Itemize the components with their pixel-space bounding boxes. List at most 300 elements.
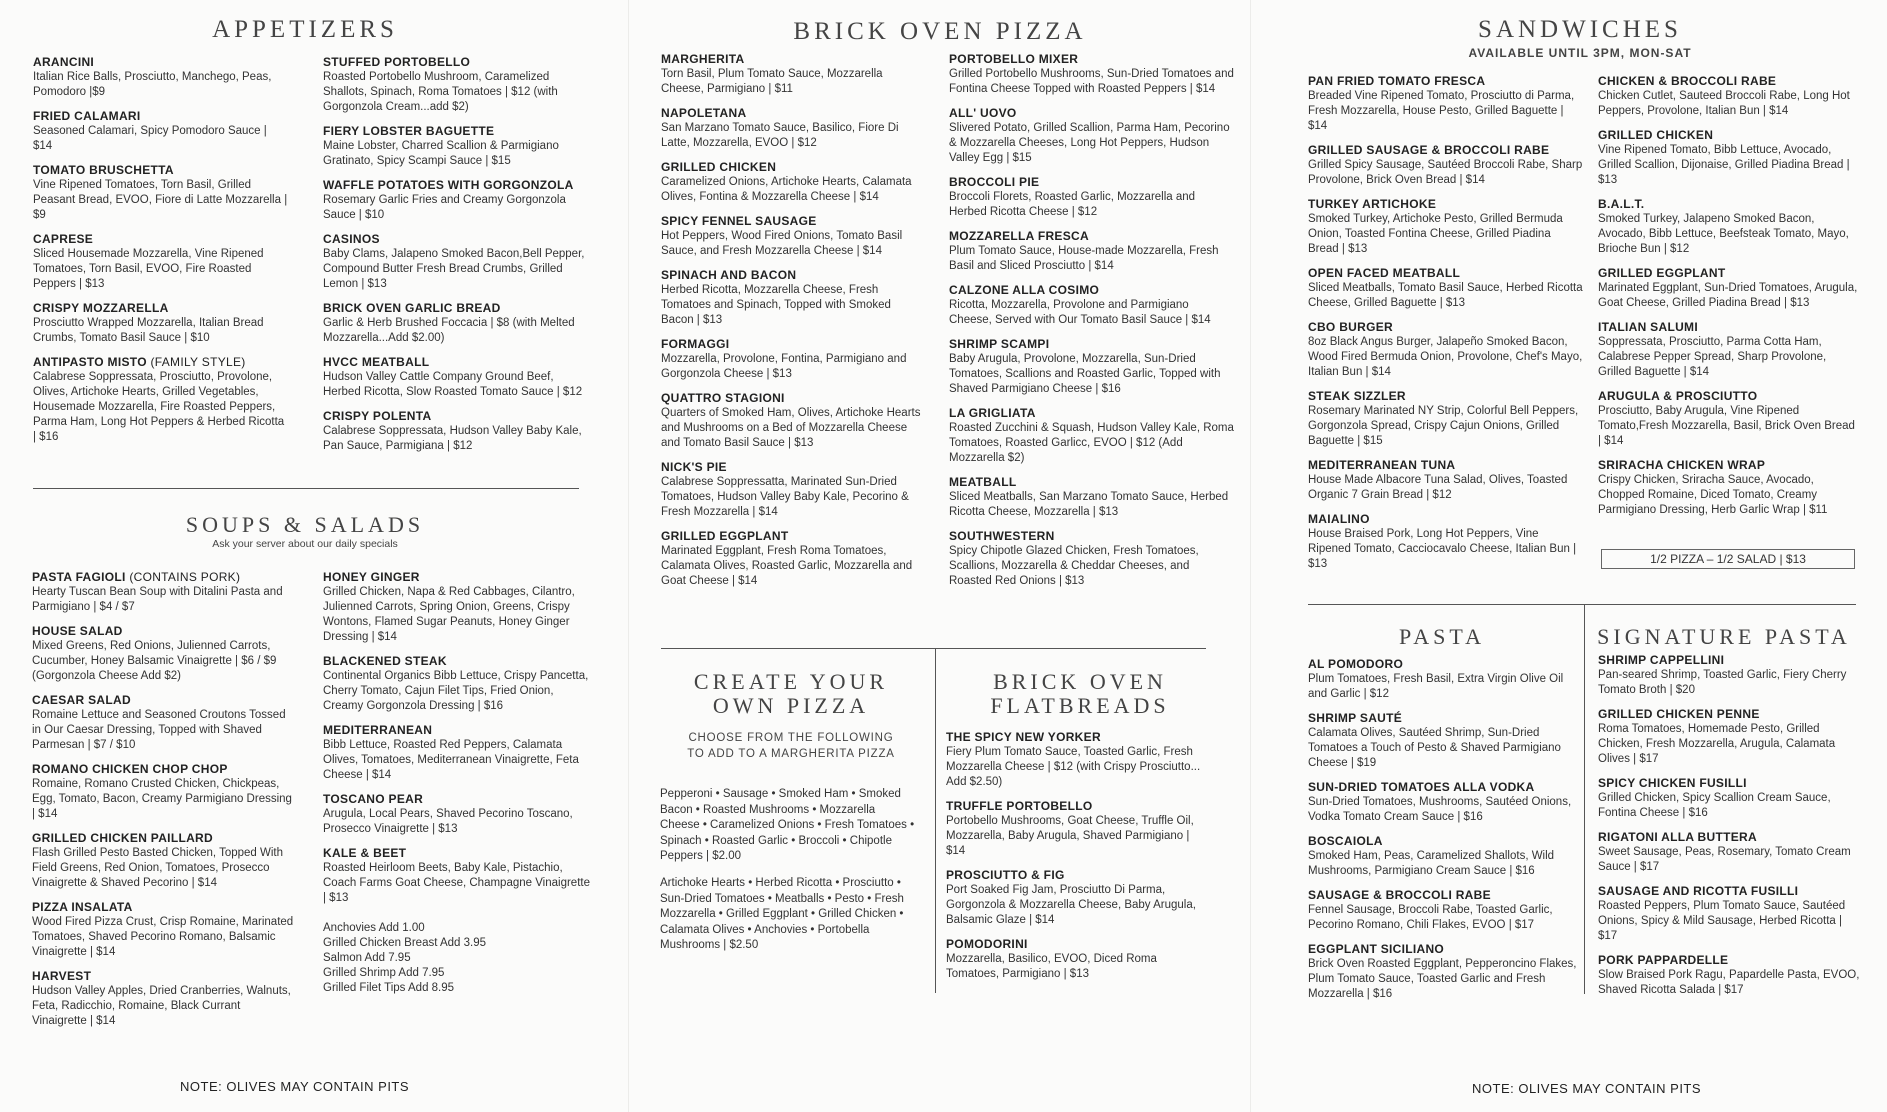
menu-item-name bbox=[323, 232, 591, 247]
menu-item-name bbox=[1598, 707, 1860, 722]
menu-item bbox=[33, 55, 288, 100]
menu-item-name-text: SRIRACHA CHICKEN WRAP bbox=[1598, 458, 1766, 472]
menu-item-name bbox=[1598, 266, 1858, 281]
menu-item-name-text: BRICK OVEN GARLIC BREAD bbox=[323, 301, 501, 315]
menu-item bbox=[33, 163, 288, 223]
menu-item-name-text: SUN-DRIED TOMATOES ALLA VODKA bbox=[1308, 780, 1535, 794]
menu-item-name bbox=[33, 232, 288, 247]
menu-item-description: Spicy Chipotle Glazed Chicken, Fresh Tomatoes, Scallions, Mozzarella & Cheddar Cheeses, and Roasted Red Onions | $13 bbox=[949, 545, 1199, 587]
menu-item-name-text: ARUGULA & PROSCIUTTO bbox=[1598, 389, 1758, 403]
menu-item-name-text: THE SPICY NEW YORKER bbox=[946, 730, 1101, 744]
menu-item-name bbox=[323, 55, 591, 70]
menu-item-name-text: SHRIMP CAPPELLINI bbox=[1598, 653, 1725, 667]
menu-item bbox=[1598, 266, 1858, 311]
panel-fold-left bbox=[628, 0, 629, 1112]
menu-item-description: Rosemary Garlic Fries and Creamy Gorgonzola Sauce | $10 bbox=[323, 194, 566, 221]
menu-item-name-text: AL POMODORO bbox=[1308, 657, 1404, 671]
menu-item bbox=[1598, 653, 1860, 698]
menu-item-name-text: POMODORINI bbox=[946, 937, 1028, 951]
menu-item bbox=[32, 762, 297, 822]
menu-item-name-text: GRILLED CHICKEN bbox=[661, 160, 777, 174]
half-pizza-half-salad-box: 1/2 PIZZA – 1/2 SALAD | $13 bbox=[1601, 549, 1855, 569]
menu-item-name-text: PORTOBELLO MIXER bbox=[949, 52, 1079, 66]
menu-item-description: Sliced Meatballs, Tomato Basil Sauce, Herbed Ricotta Cheese, Grilled Baguette | $13 bbox=[1308, 282, 1583, 309]
create-pizza-subtitle-line1: CHOOSE FROM THE FOLLOWING bbox=[688, 732, 894, 744]
menu-item-name-text: TOMATO BRUSCHETTA bbox=[33, 163, 174, 177]
menu-item bbox=[1308, 320, 1584, 380]
menu-item-name bbox=[323, 178, 591, 193]
menu-item-name-text: BOSCAIOLA bbox=[1308, 834, 1383, 848]
menu-item-name-text: ITALIAN SALUMI bbox=[1598, 320, 1698, 334]
menu-item-description: Baby Clams, Jalapeno Smoked Bacon,Bell Pepper, Compound Butter Fresh Bread Crumbs, Grilled Lemon | $13 bbox=[323, 248, 585, 290]
menu-item-name bbox=[661, 529, 926, 544]
menu-item-name bbox=[33, 109, 288, 124]
menu-item bbox=[323, 570, 591, 645]
menu-item-name bbox=[946, 868, 1206, 883]
menu-item-description: Slow Braised Pork Ragu, Papardelle Pasta, EVOO, Shaved Ricotta Salada | $17 bbox=[1598, 969, 1860, 996]
menu-item bbox=[949, 52, 1234, 97]
menu-item bbox=[33, 109, 288, 154]
menu-item-name bbox=[33, 355, 288, 370]
menu-item-description: Grilled Spicy Sausage, Sautéed Broccoli Rabe, Sharp Provolone, Brick Oven Bread | $14 bbox=[1308, 159, 1583, 186]
menu-item-name bbox=[946, 937, 1206, 952]
menu-item-description: 8oz Black Angus Burger, Jalapeño Smoked Bacon, Wood Fired Bermuda Onion, Provolone, Chef's Mayo, Italian Bun | $14 bbox=[1308, 336, 1583, 378]
menu-item-name-text: EGGPLANT SICILIANO bbox=[1308, 942, 1445, 956]
menu-item-name bbox=[1308, 458, 1584, 473]
menu-item-name-text: MEATBALL bbox=[949, 475, 1017, 489]
menu-item-name-text: GRILLED EGGPLANT bbox=[661, 529, 789, 543]
menu-item-name bbox=[1308, 711, 1578, 726]
menu-item-description: Italian Rice Balls, Prosciutto, Manchego, Peas, Pomodoro |$9 bbox=[33, 71, 272, 98]
menu-item-name-text: ARANCINI bbox=[33, 55, 95, 69]
menu-item-name-text: CAPRESE bbox=[33, 232, 94, 246]
menu-item-description: Fiery Plum Tomato Sauce, Toasted Garlic, Fresh Mozzarella Cheese | $12 (with Crispy Prosciutto... Add $2.50) bbox=[946, 746, 1201, 788]
menu-item-name bbox=[1598, 389, 1858, 404]
menu-item-name-text: MARGHERITA bbox=[661, 52, 745, 66]
menu-item-description: Flash Grilled Pesto Basted Chicken, Topped With Field Greens, Red Onion, Tomatoes, Prosecco Vinaigrette & Shaved Pecorino | $14 bbox=[32, 847, 283, 889]
menu-item bbox=[1308, 834, 1578, 879]
menu-item-name-text: MEDITERRANEAN bbox=[323, 723, 433, 737]
menu-item bbox=[949, 337, 1234, 397]
menu-item bbox=[1598, 389, 1858, 449]
menu-item-name bbox=[1598, 653, 1860, 668]
menu-item bbox=[661, 106, 926, 151]
menu-item-name bbox=[949, 475, 1234, 490]
menu-item-name-text: HONEY GINGER bbox=[323, 570, 420, 584]
menu-item-description: Calabrese Soppressata, Prosciutto, Provolone, Olives, Artichoke Hearts, Grilled Vegetables, Housemade Mozzarella, Fire Roasted Peppers, Parma Ham, Long Hot Peppers & Herbed Ricotta | $16 bbox=[33, 371, 285, 443]
menu-item-description: Baby Arugula, Provolone, Mozzarella, Sun-Dried Tomatoes, Scallions and Roasted Garlic, Topped with Shaved Parmigiano Cheese | $16 bbox=[949, 353, 1221, 395]
menu-item-name-text: HARVEST bbox=[32, 969, 92, 983]
menu-item-name bbox=[946, 799, 1206, 814]
menu-item-description: Prosciutto, Baby Arugula, Vine Ripened Tomato,Fresh Mozzarella, Basil, Brick Oven Bread | $14 bbox=[1598, 405, 1855, 447]
menu-item-name-text: MEDITERRANEAN TUNA bbox=[1308, 458, 1456, 472]
menu-item-name bbox=[661, 460, 926, 475]
menu-item-name bbox=[661, 268, 926, 283]
menu-item-name-text: GRILLED EGGPLANT bbox=[1598, 266, 1726, 280]
menu-item-name-text: SOUTHWESTERN bbox=[949, 529, 1055, 543]
create-pizza-title-line1: CREATE YOUR bbox=[693, 669, 889, 694]
menu-item bbox=[1308, 780, 1578, 825]
pizza-right-list bbox=[949, 52, 1234, 598]
menu-item bbox=[946, 868, 1206, 928]
menu-item-name-text: PASTA FAGIOLI bbox=[32, 570, 126, 584]
menu-item-description: House Made Albacore Tuna Salad, Olives, Toasted Organic 7 Grain Bread | $12 bbox=[1308, 474, 1568, 501]
pizza-title: BRICK OVEN PIZZA bbox=[793, 18, 1087, 45]
menu-item-description: Mozzarella, Basilico, EVOO, Diced Roma Tomatoes, Parmigiano | $13 bbox=[946, 953, 1157, 980]
menu-item-name-text: CBO BURGER bbox=[1308, 320, 1394, 334]
sandwiches-right-list bbox=[1598, 74, 1858, 527]
flatbreads-list bbox=[946, 730, 1206, 991]
menu-item-description: Hearty Tuscan Bean Soup with Ditalini Pasta and Parmigiano | $4 / $7 bbox=[32, 586, 283, 613]
menu-item-name-text: FRIED CALAMARI bbox=[33, 109, 141, 123]
menu-item bbox=[949, 106, 1234, 166]
menu-item-description: Quarters of Smoked Ham, Olives, Artichoke Hearts and Mushrooms on a Bed of Mozzarella Cheese and Tomato Basil Sauce | $13 bbox=[661, 407, 921, 449]
menu-item-name bbox=[1308, 657, 1578, 672]
flatbreads-title bbox=[950, 670, 1210, 718]
menu-item-name-text: WAFFLE POTATOES WITH GORGONZOLA bbox=[323, 178, 574, 192]
menu-item-description: Sliced Meatballs, San Marzano Tomato Sauce, Herbed Ricotta Cheese, Mozzarella | $13 bbox=[949, 491, 1229, 518]
menu-item-name bbox=[949, 229, 1234, 244]
menu-item-name-text: GRILLED CHICKEN PAILLARD bbox=[32, 831, 213, 845]
menu-item-name-text: PORK PAPPARDELLE bbox=[1598, 953, 1729, 967]
menu-item bbox=[1598, 458, 1858, 518]
menu-item bbox=[1308, 458, 1584, 503]
menu-item-description: Romaine Lettuce and Seasoned Croutons Tossed in Our Caesar Dressing, Topped with Shaved Parmesan | $7 / $10 bbox=[32, 709, 286, 751]
menu-item-name bbox=[661, 214, 926, 229]
footer-note-left: NOTE: OLIVES MAY CONTAIN PITS bbox=[180, 1079, 410, 1094]
create-pizza-subtitle bbox=[661, 730, 921, 762]
menu-item-description: Marinated Eggplant, Sun-Dried Tomatoes, Arugula, Goat Cheese, Grilled Piadina Bread | $13 bbox=[1598, 282, 1858, 309]
menu-item-description: Marinated Eggplant, Fresh Roma Tomatoes, Calamata Olives, Roasted Garlic, Mozzarella and Goat Cheese | $14 bbox=[661, 545, 913, 587]
menu-item bbox=[1308, 711, 1578, 771]
menu-item bbox=[32, 969, 297, 1029]
menu-item bbox=[949, 406, 1234, 466]
menu-item-description: Herbed Ricotta, Mozzarella Cheese, Fresh Tomatoes and Spinach, Topped with Smoked Bacon | $13 bbox=[661, 284, 891, 326]
menu-item-description: Rosemary Marinated NY Strip, Colorful Bell Peppers, Gorgonzola Spread, Crispy Cajun Onions, Grilled Baguette | $15 bbox=[1308, 405, 1579, 447]
menu-item-name bbox=[323, 654, 591, 669]
menu-item-note: (FAMILY STYLE) bbox=[146, 355, 246, 369]
menu-item bbox=[1598, 128, 1858, 188]
menu-item bbox=[323, 355, 591, 400]
menu-item-name bbox=[32, 570, 297, 585]
menu-item-description: Grilled Portobello Mushrooms, Sun-Dried Tomatoes and Fontina Cheese Topped with Roasted Peppers | $14 bbox=[949, 68, 1234, 95]
menu-item bbox=[1598, 707, 1860, 767]
menu-item-name-text: NICK'S PIE bbox=[661, 460, 727, 474]
menu-item-name-text: PAN FRIED TOMATO FRESCA bbox=[1308, 74, 1486, 88]
menu-item-name bbox=[661, 52, 926, 67]
menu-item-name-text: SPICY CHICKEN FUSILLI bbox=[1598, 776, 1747, 790]
menu-item-description: San Marzano Tomato Sauce, Basilico, Fiore Di Latte, Mozzarella, EVOO | $12 bbox=[661, 122, 899, 149]
menu-item bbox=[1598, 197, 1858, 257]
menu-item-name bbox=[1308, 320, 1584, 335]
menu-item-name bbox=[949, 406, 1234, 421]
menu-item bbox=[661, 268, 926, 328]
menu-item-name-text: TRUFFLE PORTOBELLO bbox=[946, 799, 1093, 813]
menu-item-description: Maine Lobster, Charred Scallion & Parmigiano Gratinato, Spicy Scampi Sauce | $15 bbox=[323, 140, 559, 167]
pasta-list bbox=[1308, 657, 1578, 1011]
menu-item-description: House Braised Pork, Long Hot Peppers, Vine Ripened Tomato, Cacciocavalo Cheese, Italian Bun | $13 bbox=[1308, 528, 1577, 570]
menu-item-description: Roasted Peppers, Plum Tomato Sauce, Sautéed Onions, Spicy & Mild Sausage, Herbed Ricotta | $17 bbox=[1598, 900, 1846, 942]
menu-item-name bbox=[949, 52, 1234, 67]
menu-item bbox=[1308, 266, 1584, 311]
menu-item-description: Grilled Chicken, Spicy Scallion Cream Sauce, Fontina Cheese | $16 bbox=[1598, 792, 1831, 819]
menu-item-name bbox=[949, 337, 1234, 352]
menu-item bbox=[1308, 888, 1578, 933]
menu-item-name-text: CALZONE ALLA COSIMO bbox=[949, 283, 1100, 297]
menu-item-description: Roasted Zucchini & Squash, Hudson Valley Kale, Roma Tomatoes, Roasted Garlicc, EVOO | $12 (Add Mozzarella $2) bbox=[949, 422, 1234, 464]
menu-item bbox=[323, 55, 591, 115]
menu-item bbox=[32, 624, 297, 684]
menu-item-name bbox=[1308, 143, 1584, 158]
menu-item-description: Torn Basil, Plum Tomato Sauce, Mozzarella Cheese, Parmigiano | $11 bbox=[661, 68, 883, 95]
menu-item bbox=[949, 475, 1234, 520]
menu-item bbox=[1598, 776, 1860, 821]
pasta-title: PASTA bbox=[1399, 624, 1485, 649]
menu-item-name-text: CAESAR SALAD bbox=[32, 693, 131, 707]
menu-item-name-text: SAUSAGE AND RICOTTA FUSILLI bbox=[1598, 884, 1799, 898]
menu-item-name-text: SHRIMP SAUTÉ bbox=[1308, 711, 1403, 725]
menu-item-name bbox=[1308, 266, 1584, 281]
menu-item-name bbox=[1308, 780, 1578, 795]
menu-item bbox=[1598, 320, 1858, 380]
menu-item-name bbox=[33, 55, 288, 70]
menu-item-name bbox=[1598, 458, 1858, 473]
menu-item-description: Sweet Sausage, Peas, Rosemary, Tomato Cream Sauce | $17 bbox=[1598, 846, 1851, 873]
menu-item-name-text: SPINACH AND BACON bbox=[661, 268, 797, 282]
menu-item-name bbox=[33, 163, 288, 178]
menu-item-name bbox=[32, 762, 297, 777]
menu-item-name bbox=[949, 175, 1234, 190]
menu-item-name bbox=[1598, 128, 1858, 143]
salad-addon: Grilled Shrimp Add 7.95 bbox=[323, 967, 445, 979]
menu-item bbox=[1598, 884, 1860, 944]
pizza-divider bbox=[661, 648, 1206, 649]
menu-item-name-text: BLACKENED STEAK bbox=[323, 654, 447, 668]
appetizers-right-list bbox=[323, 55, 591, 463]
menu-item-name-text: OPEN FACED MEATBALL bbox=[1308, 266, 1461, 280]
menu-item-description: Sliced Housemade Mozzarella, Vine Ripened Tomatoes, Torn Basil, EVOO, Fire Roasted Peppers | $13 bbox=[33, 248, 264, 290]
soups-title: SOUPS & SALADS bbox=[185, 512, 425, 537]
menu-item-description: Chicken Cutlet, Sauteed Broccoli Rabe, Long Hot Peppers, Provolone, Italian Bun | $14 bbox=[1598, 90, 1850, 117]
menu-item bbox=[32, 693, 297, 753]
menu-item-name-text: CRISPY MOZZARELLA bbox=[33, 301, 169, 315]
menu-item bbox=[946, 937, 1206, 982]
menu-item-name-text: MAIALINO bbox=[1308, 512, 1370, 526]
menu-item-description: Vine Ripened Tomato, Bibb Lettuce, Avocado, Grilled Scallion, Dijonaise, Grilled Piadina Bread | $13 bbox=[1598, 144, 1850, 186]
menu-item bbox=[1308, 657, 1578, 702]
menu-item-name bbox=[323, 846, 591, 861]
menu-item-name bbox=[32, 624, 297, 639]
menu-item-name-text: B.A.L.T. bbox=[1598, 197, 1645, 211]
menu-item-description: Smoked Turkey, Artichoke Pesto, Grilled Bermuda Onion, Toasted Fontina Cheese, Grilled Piadina Bread | $13 bbox=[1308, 213, 1563, 255]
menu-item-name bbox=[32, 969, 297, 984]
menu-item-name bbox=[1598, 830, 1860, 845]
pasta-divider bbox=[1584, 604, 1585, 994]
menu-item-name bbox=[323, 792, 591, 807]
menu-item-name bbox=[949, 106, 1234, 121]
menu-item-name-text: QUATTRO STAGIONI bbox=[661, 391, 785, 405]
menu-item-name-text: GRILLED CHICKEN bbox=[1598, 128, 1714, 142]
menu-item-description: Brick Oven Roasted Eggplant, Pepperoncino Flakes, Plum Tomato Sauce, Toasted Garlic and Fresh Mozzarella | $16 bbox=[1308, 958, 1577, 1000]
soups-left-list bbox=[32, 570, 297, 1038]
salad-addons-list bbox=[323, 921, 591, 996]
menu-item bbox=[1308, 512, 1584, 572]
menu-item-description: Pan-seared Shrimp, Toasted Garlic, Fiery Cherry Tomato Broth | $20 bbox=[1598, 669, 1847, 696]
menu-item-name bbox=[1598, 320, 1858, 335]
create-pizza-title-line2: OWN PIZZA bbox=[712, 693, 870, 718]
menu-item bbox=[661, 391, 926, 451]
salad-addon: Grilled Chicken Breast Add 3.95 bbox=[323, 937, 487, 949]
menu-item-name bbox=[323, 409, 591, 424]
menu-item bbox=[946, 730, 1206, 790]
menu-item-name-text: SHRIMP SCAMPI bbox=[949, 337, 1050, 351]
signature-pasta-list bbox=[1598, 653, 1860, 1007]
menu-item-name bbox=[1598, 884, 1860, 899]
menu-item-name-text: RIGATONI ALLA BUTTERA bbox=[1598, 830, 1757, 844]
menu-item bbox=[323, 232, 591, 292]
menu-item-name bbox=[661, 160, 926, 175]
menu-item-description: Fennel Sausage, Broccoli Rabe, Toasted Garlic, Pecorino Romano, Chili Flakes, EVOO | $17 bbox=[1308, 904, 1553, 931]
menu-item-name bbox=[323, 301, 591, 316]
menu-item-name bbox=[1308, 512, 1584, 527]
menu-item-name-text: CRISPY POLENTA bbox=[323, 409, 432, 423]
menu-item-name bbox=[1308, 74, 1584, 89]
menu-item-name bbox=[1308, 389, 1584, 404]
menu-item bbox=[323, 178, 591, 223]
menu-item-description: Arugula, Local Pears, Shaved Pecorino Toscano, Prosecco Vinaigrette | $13 bbox=[323, 808, 573, 835]
menu-item-name-text: GRILLED SAUSAGE & BROCCOLI RABE bbox=[1308, 143, 1550, 157]
menu-item-name-text: PIZZA INSALATA bbox=[32, 900, 133, 914]
menu-item-description: Garlic & Herb Brushed Foccacia | $8 (with Melted Mozzarella...Add $2.00) bbox=[323, 317, 575, 344]
menu-item-description: Calabrese Soppressata, Hudson Valley Baby Kale, Pan Sauce, Parmigiana | $12 bbox=[323, 425, 582, 452]
menu-item-description: Mixed Greens, Red Onions, Julienned Carrots, Cucumber, Honey Balsamic Vinaigrette | $6 / $9 (Gorgonzola Cheese Add $2) bbox=[32, 640, 277, 682]
menu-item bbox=[323, 723, 591, 783]
menu-item bbox=[1308, 197, 1584, 257]
menu-item-description: Ricotta, Mozzarella, Provolone and Parmigiano Cheese, Served with Our Tomato Basil Sauce | $14 bbox=[949, 299, 1211, 326]
menu-item-description: Seasoned Calamari, Spicy Pomodoro Sauce | $14 bbox=[33, 125, 267, 152]
menu-item-name bbox=[661, 391, 926, 406]
menu-item-name-text: STUFFED PORTOBELLO bbox=[323, 55, 471, 69]
menu-item-name bbox=[1308, 888, 1578, 903]
menu-item-description: Roma Tomatoes, Homemade Pesto, Grilled Chicken, Fresh Mozzarella, Arugula, Calamata Olives | $17 bbox=[1598, 723, 1836, 765]
menu-item bbox=[323, 846, 591, 906]
menu-item-description: Prosciutto Wrapped Mozzarella, Italian Bread Crumbs, Tomato Basil Sauce | $10 bbox=[33, 317, 264, 344]
menu-item-description: Crispy Chicken, Sriracha Sauce, Avocado, Chopped Romaine, Diced Tomato, Creamy Parmigiano Dressing, Herb Garlic Wrap | $11 bbox=[1598, 474, 1828, 516]
menu-item-name bbox=[1308, 197, 1584, 212]
menu-item-description: Slivered Potato, Grilled Scallion, Parma Ham, Pecorino & Mozzarella Cheeses, Long Hot Peppers, Hudson Valley Egg | $15 bbox=[949, 122, 1230, 164]
create-pizza-title bbox=[661, 670, 921, 718]
menu-item-name-text: FIERY LOBSTER BAGUETTE bbox=[323, 124, 495, 138]
menu-item-name-text: STEAK SIZZLER bbox=[1308, 389, 1406, 403]
menu-item-name bbox=[1598, 776, 1860, 791]
menu-item-description: Plum Tomato Sauce, House-made Mozzarella, Fresh Basil and Sliced Prosciutto | $14 bbox=[949, 245, 1219, 272]
menu-item-name-text: ALL' UOVO bbox=[949, 106, 1017, 120]
menu-item bbox=[949, 229, 1234, 274]
menu-item bbox=[661, 214, 926, 259]
menu-item-name bbox=[323, 355, 591, 370]
menu-item bbox=[1308, 143, 1584, 188]
menu-item bbox=[1598, 74, 1858, 119]
menu-item-name bbox=[32, 693, 297, 708]
menu-item-name-text: NAPOLETANA bbox=[661, 106, 747, 120]
menu-item-description: Calabrese Soppressatta, Marinated Sun-Dried Tomatoes, Hudson Valley Baby Kale, Pecorino & Fresh Mozzarella | $14 bbox=[661, 476, 909, 518]
menu-item bbox=[33, 301, 288, 346]
menu-item bbox=[661, 529, 926, 589]
menu-item-name-text: SAUSAGE & BROCCOLI RABE bbox=[1308, 888, 1491, 902]
pizza-left-list bbox=[661, 52, 926, 598]
menu-item-name bbox=[33, 301, 288, 316]
menu-item bbox=[1598, 953, 1860, 998]
menu-item-description: Smoked Ham, Peas, Caramelized Shallots, Wild Mushrooms, Parmigiano Cream Sauce | $16 bbox=[1308, 850, 1555, 877]
menu-item bbox=[323, 654, 591, 714]
menu-item-name bbox=[661, 106, 926, 121]
menu-item bbox=[32, 570, 297, 615]
menu-item-name-text: CHICKEN & BROCCOLI RABE bbox=[1598, 74, 1777, 88]
menu-item-description: Port Soaked Fig Jam, Prosciutto Di Parma, Gorgonzola & Mozzarella Cheese, Baby Arugula, Balsamic Glaze | $14 bbox=[946, 884, 1196, 926]
menu-item-name bbox=[323, 570, 591, 585]
menu-item-description: Roasted Portobello Mushroom, Caramelized Shallots, Spinach, Roma Tomatoes | $12 (with Gorgonzola Cream...add $2) bbox=[323, 71, 558, 113]
menu-item-description: Roasted Heirloom Beets, Baby Kale, Pistachio, Coach Farms Goat Cheese, Champagne Vinaigrette | $13 bbox=[323, 862, 590, 904]
menu-item bbox=[661, 460, 926, 520]
soups-subtitle: Ask your server about our daily specials bbox=[212, 538, 398, 550]
sandwiches-left-list bbox=[1308, 74, 1584, 581]
menu-item bbox=[33, 232, 288, 292]
menu-item-name-text: LA GRIGLIATA bbox=[949, 406, 1036, 420]
menu-item-name bbox=[1308, 942, 1578, 957]
menu-item-name bbox=[323, 723, 591, 738]
footer-note-right: NOTE: OLIVES MAY CONTAIN PITS bbox=[1472, 1081, 1702, 1096]
menu-item-description: Portobello Mushrooms, Goat Cheese, Truffle Oil, Mozzarella, Baby Arugula, Shaved Parmigiano | $14 bbox=[946, 815, 1194, 857]
menu-item-description: Breaded Vine Ripened Tomato, Prosciutto di Parma, Fresh Mozzarella, House Pesto, Grilled Baguette | $14 bbox=[1308, 90, 1575, 132]
menu-item bbox=[32, 831, 297, 891]
menu-item-name bbox=[323, 124, 591, 139]
menu-item-name-text: CASINOS bbox=[323, 232, 380, 246]
menu-item-description: Grilled Chicken, Napa & Red Cabbages, Cilantro, Julienned Carrots, Spring Onion, Greens, Crispy Wontons, Flamed Sugar Peanuts, Honey Ginger Dressing | $14 bbox=[323, 586, 575, 643]
salad-addon: Salmon Add 7.95 bbox=[323, 952, 411, 964]
menu-item-name-text: GRILLED CHICKEN PENNE bbox=[1598, 707, 1760, 721]
panel-fold-right bbox=[1250, 0, 1251, 1112]
menu-item bbox=[946, 799, 1206, 859]
create-pizza-toppings-250: Artichoke Hearts • Herbed Ricotta • Prosciutto • Sun-Dried Tomatoes • Meatballs • Pesto • Fresh Mozzarella • Grilled Eggplant • Grilled Chicken • Calamata Olives • Anchovies • Portobella Mushrooms | $2.50 bbox=[660, 877, 904, 951]
menu-item-name-text: SPICY FENNEL SAUSAGE bbox=[661, 214, 817, 228]
menu-item-description: Continental Organics Bibb Lettuce, Crispy Pancetta, Cherry Tomato, Cajun Filet Tips, Fried Onion, Creamy Gorgonzola Dressing | $16 bbox=[323, 670, 589, 712]
menu-item bbox=[323, 792, 591, 837]
menu-item bbox=[323, 301, 591, 346]
create-flatbread-divider bbox=[935, 648, 936, 993]
menu-item-name-text: PROSCIUTTO & FIG bbox=[946, 868, 1065, 882]
menu-item-name bbox=[1598, 197, 1858, 212]
salad-addon: Anchovies Add 1.00 bbox=[323, 922, 425, 934]
menu-item-description: Vine Ripened Tomatoes, Torn Basil, Grilled Peasant Bread, EVOO, Fiore di Latte Mozzarella | $9 bbox=[33, 179, 288, 221]
menu-item-name-text: HOUSE SALAD bbox=[32, 624, 123, 638]
menu-item-name-text: ROMANO CHICKEN CHOP CHOP bbox=[32, 762, 228, 776]
menu-item-description: Hot Peppers, Wood Fired Onions, Tomato Basil Sauce, and Fresh Mozzarella Cheese | $14 bbox=[661, 230, 903, 257]
menu-item-description: Broccoli Florets, Roasted Garlic, Mozzarella and Herbed Ricotta Cheese | $12 bbox=[949, 191, 1196, 218]
menu-item-name-text: TURKEY ARTICHOKE bbox=[1308, 197, 1437, 211]
menu-item-name bbox=[949, 283, 1234, 298]
menu-item-name bbox=[1598, 953, 1860, 968]
menu-item-name bbox=[661, 337, 926, 352]
menu-item-name-text: HVCC MEATBALL bbox=[323, 355, 430, 369]
menu-item bbox=[323, 409, 591, 454]
menu-item-name bbox=[32, 900, 297, 915]
menu-item bbox=[949, 283, 1234, 328]
salad-addon: Grilled Filet Tips Add 8.95 bbox=[323, 982, 455, 994]
menu-item bbox=[949, 175, 1234, 220]
menu-item-name bbox=[946, 730, 1206, 745]
sandwich-divider bbox=[1308, 604, 1856, 605]
menu-item-name-text: BROCCOLI PIE bbox=[949, 175, 1040, 189]
